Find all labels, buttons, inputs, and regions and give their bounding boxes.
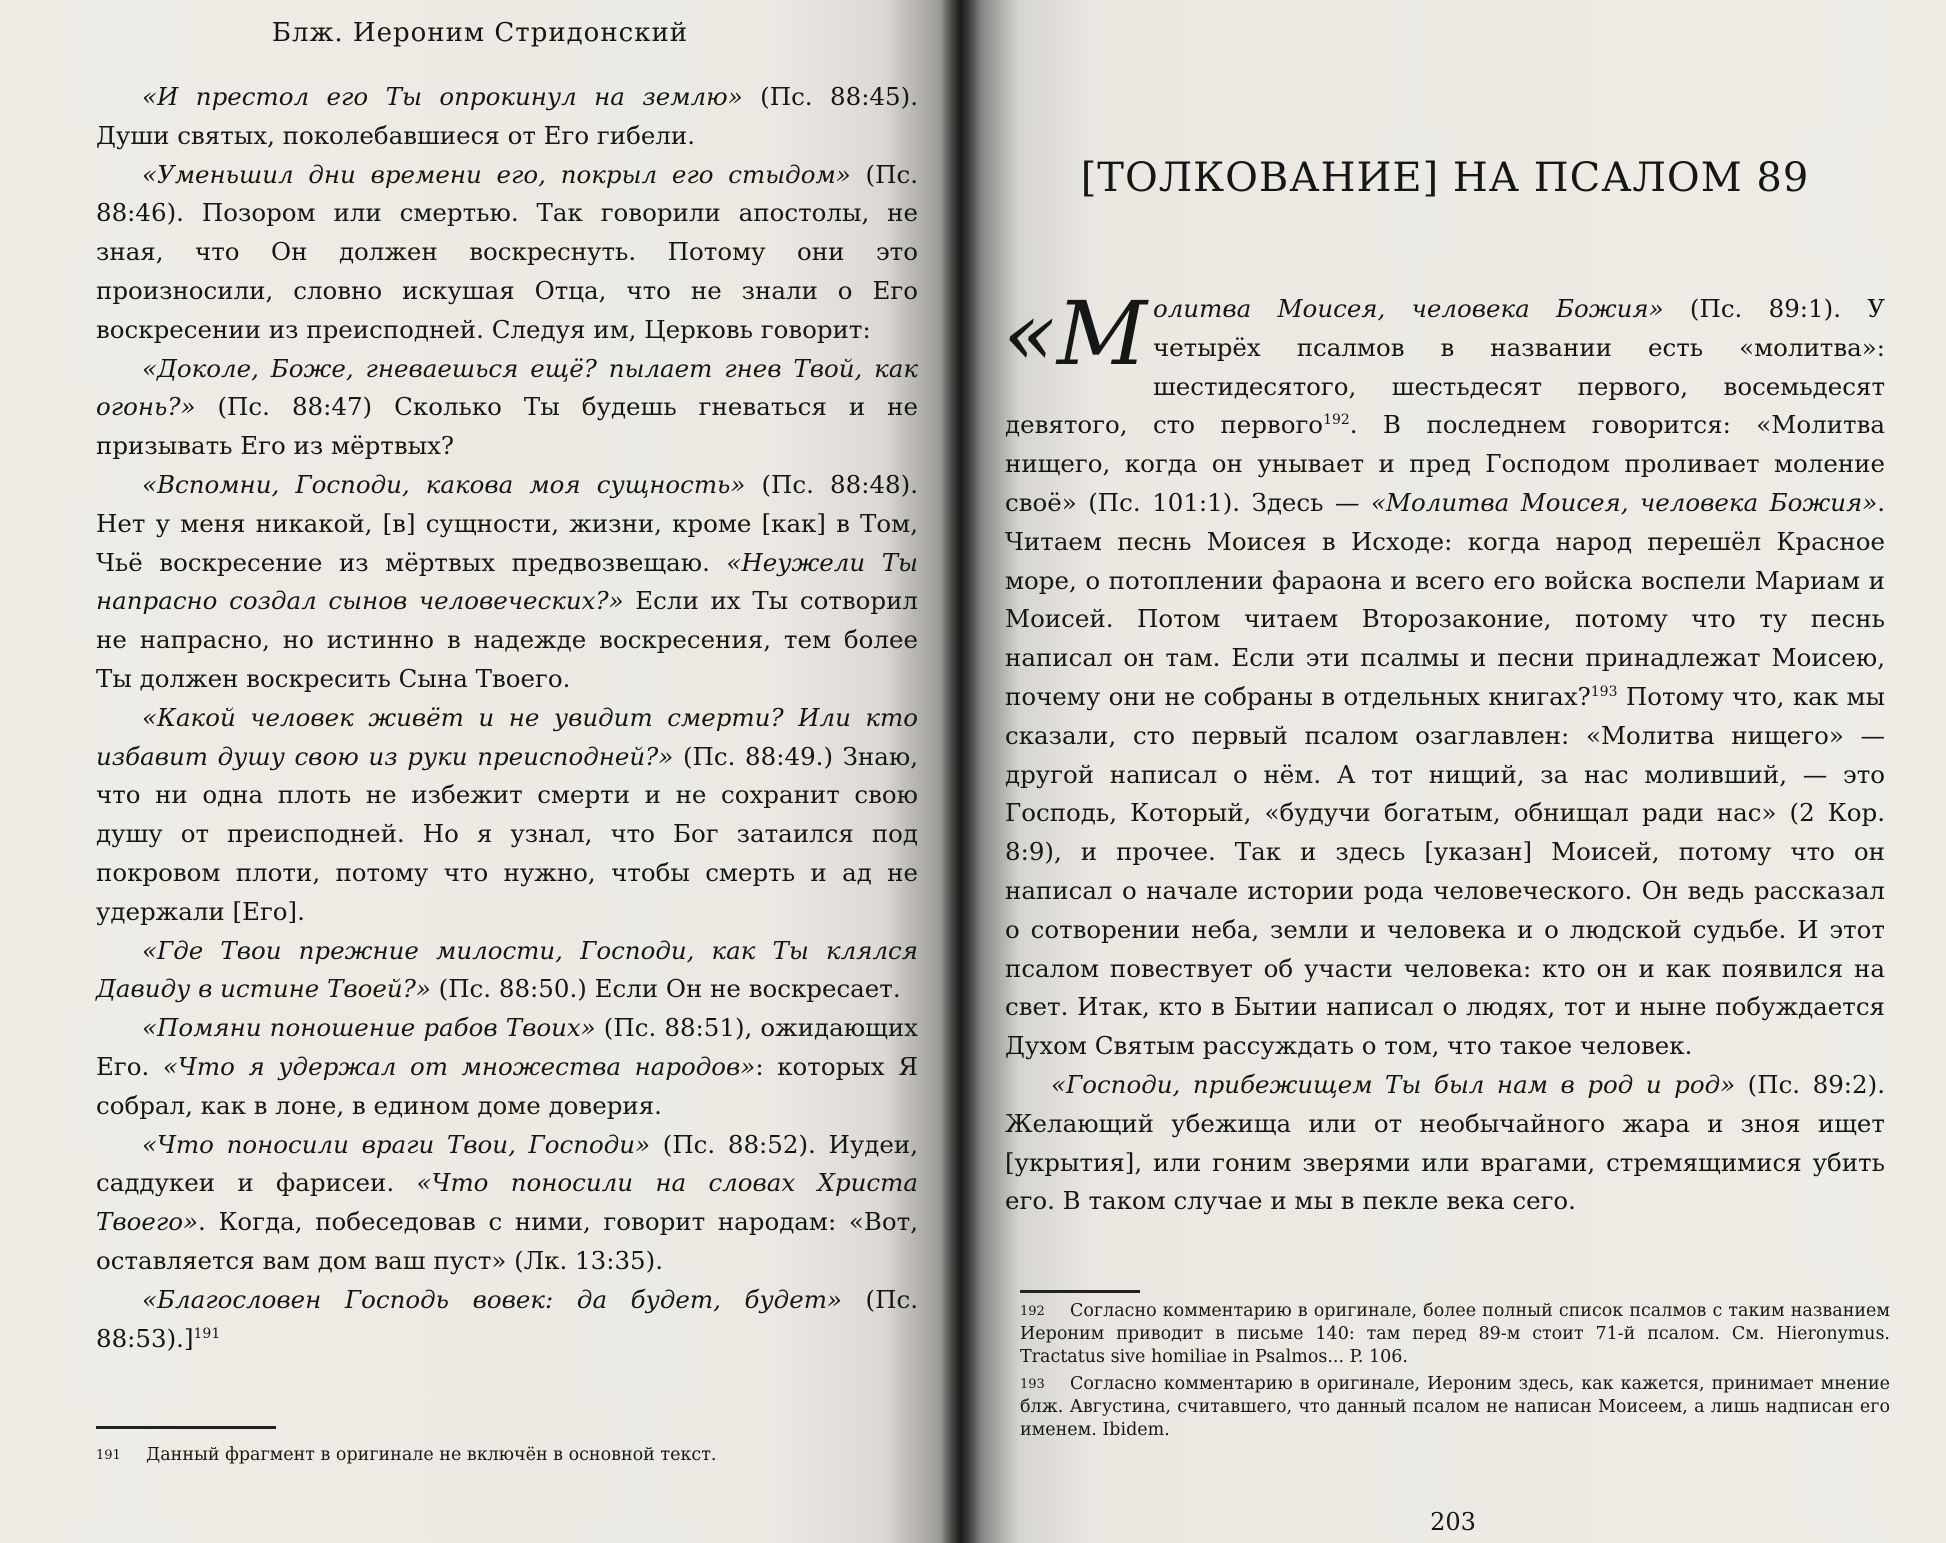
footnote: [96, 1444, 896, 1467]
paragraph: [96, 932, 918, 1010]
paragraph: [96, 1009, 918, 1125]
footnote-ref: 192: [1323, 412, 1350, 429]
text-run: . В последнем говорится: «Молитва нищего, когда он унывает и пред Господом проливает моление своё» (Пс. 101:1). Здесь —: [1005, 410, 1885, 517]
footnote: [1020, 1373, 1890, 1442]
psalm-quote: олитва Моисея, человека Божия»: [1152, 294, 1664, 323]
footnote-rule: [1020, 1290, 1140, 1293]
left-page: [0, 0, 960, 1543]
left-footnotes: [96, 1444, 896, 1471]
text-run: (Пс. 88:47) Сколько Ты будешь гневаться и не призывать Его из мёртвых?: [96, 392, 918, 461]
text-run: (Пс. 88:53).]: [96, 1284, 918, 1353]
text-run: (Пс. 88:45). Души святых, поколебавшиеся от Его гибели.: [96, 82, 918, 150]
text-run: (Пс. 89:2). Желающий убежища или от необычайного жара и зноя ищет [укрытия], или гоним зверями или врагами, стремящимися убить его. В таком случае и мы в пекле века сего.: [1005, 1069, 1885, 1216]
text-run: (Пс. 89:1). У четырёх псалмов в названии есть «молитва»: шестидесятого, шестьдесят первого, восемьдесят девятого, сто первого: [1005, 294, 1885, 440]
text-run: (Пс. 88:52). Иудеи, саддукеи и фарисеи.: [96, 1129, 918, 1198]
psalm-quote: «Что поносили враги Твои, Господи»: [142, 1129, 651, 1159]
text-run: . Читаем песнь Моисея в Исходе: когда народ перешёл Красное море, о потоплении фараона и всего его войска воспели Мариам и Моисей. Потом читаем Второзаконие, потому что ту песнь написал он там. Если эти псалмы и песни принадлежат Моисею, почему они не собраны в отдельных книгах?: [1005, 487, 1885, 711]
text-run: (Пс. 88:50.) Если Он не воскресает.: [430, 974, 901, 1004]
psalm-quote: «Доколе, Боже, гневаешься ещё? пылает гнев Твой, как огонь?»: [96, 353, 918, 422]
paragraph: [1003, 282, 1885, 1066]
footnote-rule: [96, 1426, 276, 1429]
drop-cap: «М: [1003, 282, 1147, 385]
text-run: : которых Я собрал, как в лоне, в едином доме доверия.: [96, 1051, 919, 1120]
footnote-ref: 191: [193, 1325, 221, 1342]
chapter-heading: [ТОЛКОВАНИЕ] НА ПСАЛОМ 89: [1080, 155, 1810, 201]
footnote-text: Данный фрагмент в оригинале не включён в основной текст.: [146, 1445, 717, 1465]
psalm-quote: «Что поносили на словах Христа Твоего»: [96, 1168, 918, 1237]
paragraph: [96, 1126, 918, 1281]
footnote-number: 192: [1020, 1304, 1045, 1319]
text-run: (Пс. 88:49.) Знаю, что ни одна плоть не избежит смерти и не сохранит свою душу от преисподней. Но я узнал, что Бог затаился под покровом плоти, потому что нужно, чтобы смерть и ад не удержали [Его].: [96, 741, 918, 926]
psalm-quote: «Господи, прибежищем Ты был нам в род и род»: [1051, 1069, 1736, 1099]
right-body-text: [1003, 282, 1885, 1221]
psalm-quote: «И престол его Ты опрокинул на землю»: [142, 82, 743, 111]
text-run: Если их Ты сотворил не напрасно, но истинно в надежде воскресения, тем более Ты должен воскресить Сына Твоего.: [96, 586, 918, 693]
text-run: (Пс. 88:51), ожидающих Его.: [96, 1013, 918, 1081]
right-footnotes: [1020, 1300, 1890, 1446]
psalm-quote: «Молитва Моисея, человека Божия»: [1370, 487, 1878, 517]
footnote-ref: 193: [1590, 683, 1618, 700]
psalm-quote: «Благословен Господь вовек: да будет, будет»: [142, 1284, 842, 1314]
text-run: (Пс. 88:46). Позором или смертью. Так говорили апостолы, не зная, что Он должен воскреснуть. Потому они это произносили, словно искушая Отца, что не знали о Его воскресении из преисподней. Следуя им, Церковь говорит:: [96, 159, 918, 344]
footnote-number: 193: [1020, 1377, 1045, 1392]
psalm-quote: «Какой человек живёт и не увидит смерти? Или кто избавит душу свою из руки преисподней?»: [96, 702, 918, 771]
paragraph: [96, 1281, 918, 1359]
psalm-quote: «Вспомни, Господи, какова моя сущность»: [142, 469, 746, 499]
paragraph: [96, 156, 918, 350]
paragraph: [1005, 1066, 1885, 1221]
left-body-text: [96, 78, 918, 1358]
text-run: . Когда, побеседовав с ними, говорит народам: «Вот, оставляется вам дом ваш пуст» (Лк. 13:35).: [96, 1207, 918, 1275]
page-number: 203: [1430, 1508, 1476, 1536]
running-head: Блж. Иероним Стридонский: [271, 18, 689, 48]
footnote: [1020, 1300, 1890, 1369]
psalm-quote: «Где Твои прежние милости, Господи, как Ты клялся Давиду в истине Твоей?»: [96, 935, 918, 1004]
text-run: (Пс. 88:48). Нет у меня никакой, [в] сущности, жизни, кроме [как] в Том, Чьё воскресение из мёртвых предвозвещаю.: [96, 469, 918, 577]
paragraph: [96, 699, 918, 932]
psalm-quote: «Что я удержал от множества народов»: [162, 1051, 756, 1081]
paragraph: [96, 466, 918, 699]
psalm-quote: «Уменьшил дни времени его, покрыл его стыдом»: [142, 159, 851, 189]
book-gutter: [940, 0, 980, 1543]
paragraph: [96, 78, 918, 156]
text-run: Потому что, как мы сказали, сто первый псалом озаглавлен: «Молитва нищего» — другой написал о нём. А тот нищий, за нас моливший, — это Господь, Который, «будучи богатым, обнищал ради нас» (2 Кор. 8:9), и прочее. Так и здесь [указан] Моисей, потому что он написал о начале истории рода человеческого. Он ведь рассказал о сотворении неба, земли и человека и о людской судьбе. И этот псалом повествует об участи человека: кто он и как появился на свет. Итак, кто в Бытии написал о людях, тот и ныне побуждается Духом Святым рассуждать о том, что такое человек.: [1005, 681, 1885, 1061]
footnote-number: 191: [96, 1448, 121, 1463]
psalm-quote: «Неужели Ты напрасно создал сынов человеческих?»: [96, 547, 918, 616]
footnote-text: Согласно комментарию в оригинале, Иероним здесь, как кажется, принимает мнение блж. Августина, считавшего, что данный псалом не написан Моисеем, а лишь надписан его именем. Ibidem.: [1020, 1374, 1890, 1440]
psalm-quote: «Помяни поношение рабов Твоих»: [142, 1013, 596, 1043]
right-page: [960, 0, 1946, 1543]
paragraph: [96, 350, 918, 466]
footnote-text: Согласно комментарию в оригинале, более полный список псалмов с таким названием Иероним приводит в письме 140: там перед 89-м стоит 71-й псалом. См. Hieronymus. Tractatus sive homiliae in Psalmos... P. 106.: [1020, 1301, 1890, 1367]
